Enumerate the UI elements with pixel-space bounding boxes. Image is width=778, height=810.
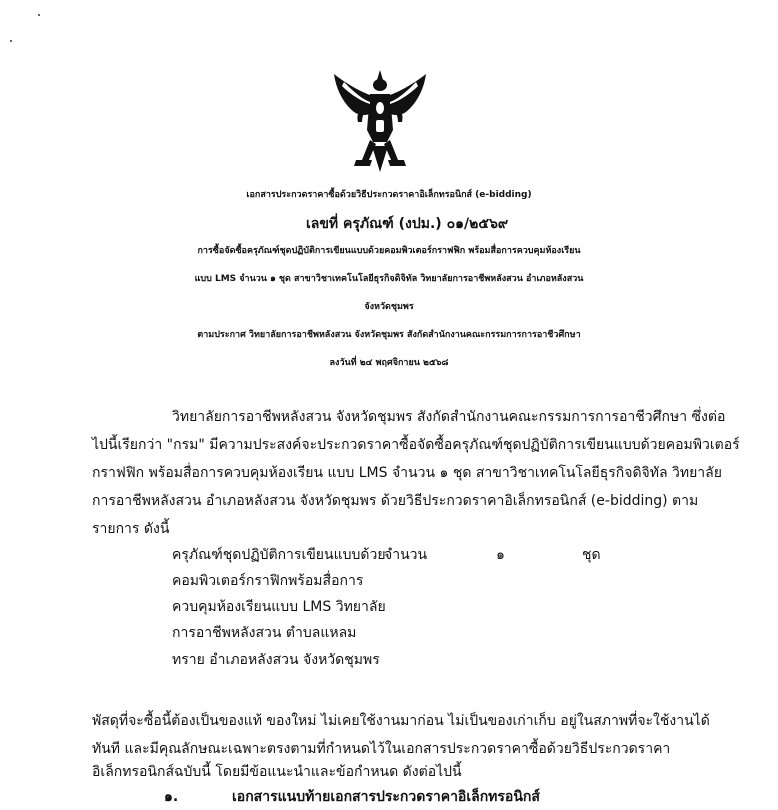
item-description-line: ทราย อำเภอหลังสวน จังหวัดชุมพร: [172, 652, 380, 668]
intro-line: วิทยาลัยการอาชีพหลังสวน จังหวัดชุมพร สังกัดสำนักงานคณะกรรมการการอาชีวศึกษา ซึ่งต่อ: [172, 409, 726, 425]
subject-line: แบบ LMS จำนวน ๑ ชุด สาขาวิชาเทคโนโลยีธุรกิจดิจิทัล วิทยาลัยการอาชีพหลังสวน อำเภอหลังสวน: [194, 274, 584, 284]
announcement-date: ลงวันที่ ๒๔ พฤศจิกายน ๒๕๖๘: [329, 358, 449, 368]
announcement-line: ตามประกาศ วิทยาลัยการอาชีพหลังสวน จังหวัดชุมพร สังกัดสำนักงานคณะกรรมการการอาชีวศึกษา: [197, 330, 581, 340]
conditions-line: อิเล็กทรอนิกส์ฉบับนี้ โดยมีข้อแนะนำและข้อกำหนด ดังต่อไปนี้: [92, 764, 462, 780]
scan-speck: [10, 40, 12, 42]
conditions-line: ทันที และมีคุณลักษณะเฉพาะตรงตามที่กำหนดไว้ในเอกสารประกวดราคาซื้อด้วยวิธีประกวดราคา: [92, 741, 671, 757]
item-qty-label: จำนวน: [384, 547, 428, 563]
item-unit: ชุด: [582, 547, 601, 563]
item-description-line: ครุภัณฑ์ชุดปฏิบัติการเขียนแบบด้วย: [172, 547, 386, 563]
intro-line: ไปนี้เรียกว่า "กรม" มีความประสงค์จะประกวดราคาซื้อจัดซื้อครุภัณฑ์ชุดปฏิบัติการเขียนแบบด้วยคอมพิวเตอร์: [92, 437, 740, 453]
section-title: เอกสารแนบท้ายเอกสารประกวดราคาอิเล็กทรอนิกส์: [232, 789, 540, 805]
document-title: เอกสารประกวดราคาซื้อด้วยวิธีประกวดราคาอิเล็กทรอนิกส์ (e-bidding): [246, 190, 532, 200]
intro-line: การอาชีพหลังสวน อำเภอหลังสวน จังหวัดชุมพร ด้วยวิธีประกวดราคาอิเล็กทรอนิกส์ (e-bidding) ตาม: [92, 493, 699, 509]
garuda-emblem-icon: [330, 68, 430, 178]
item-description-line: ควบคุมห้องเรียนแบบ LMS วิทยาลัย: [172, 599, 386, 615]
item-description-line: คอมพิวเตอร์กราฟิกพร้อมสื่อการ: [172, 573, 364, 589]
intro-line: รายการ ดังนี้: [92, 521, 170, 537]
section-number: ๑.: [164, 789, 179, 805]
conditions-line: พัสดุที่จะซื้อนี้ต้องเป็นของแท้ ของใหม่ ไม่เคยใช้งานมาก่อน ไม่เป็นของเก่าเก็บ อยู่ในสภาพที่จะใช้งานได้: [92, 713, 710, 729]
subject-line: การซื้อจัดซื้อครุภัณฑ์ชุดปฏิบัติการเขียนแบบด้วยคอมพิวเตอร์กราฟฟิก พร้อมสื่อการควบคุมห้องเรียน: [197, 246, 581, 256]
document-number: เลขที่ ครุภัณฑ์ (งปม.) ๐๑/๒๕๖๙: [306, 216, 509, 232]
item-qty: ๑: [496, 547, 505, 563]
subject-line: จังหวัดชุมพร: [364, 302, 414, 312]
item-description-line: การอาชีพหลังสวน ตำบลแหลม: [172, 625, 357, 641]
scan-speck: [38, 14, 40, 16]
intro-line: กราฟฟิก พร้อมสื่อการควบคุมห้องเรียน แบบ LMS จำนวน ๑ ชุด สาขาวิชาเทคโนโลยีธุรกิจดิจิทัล วิทยาลัย: [92, 465, 722, 481]
